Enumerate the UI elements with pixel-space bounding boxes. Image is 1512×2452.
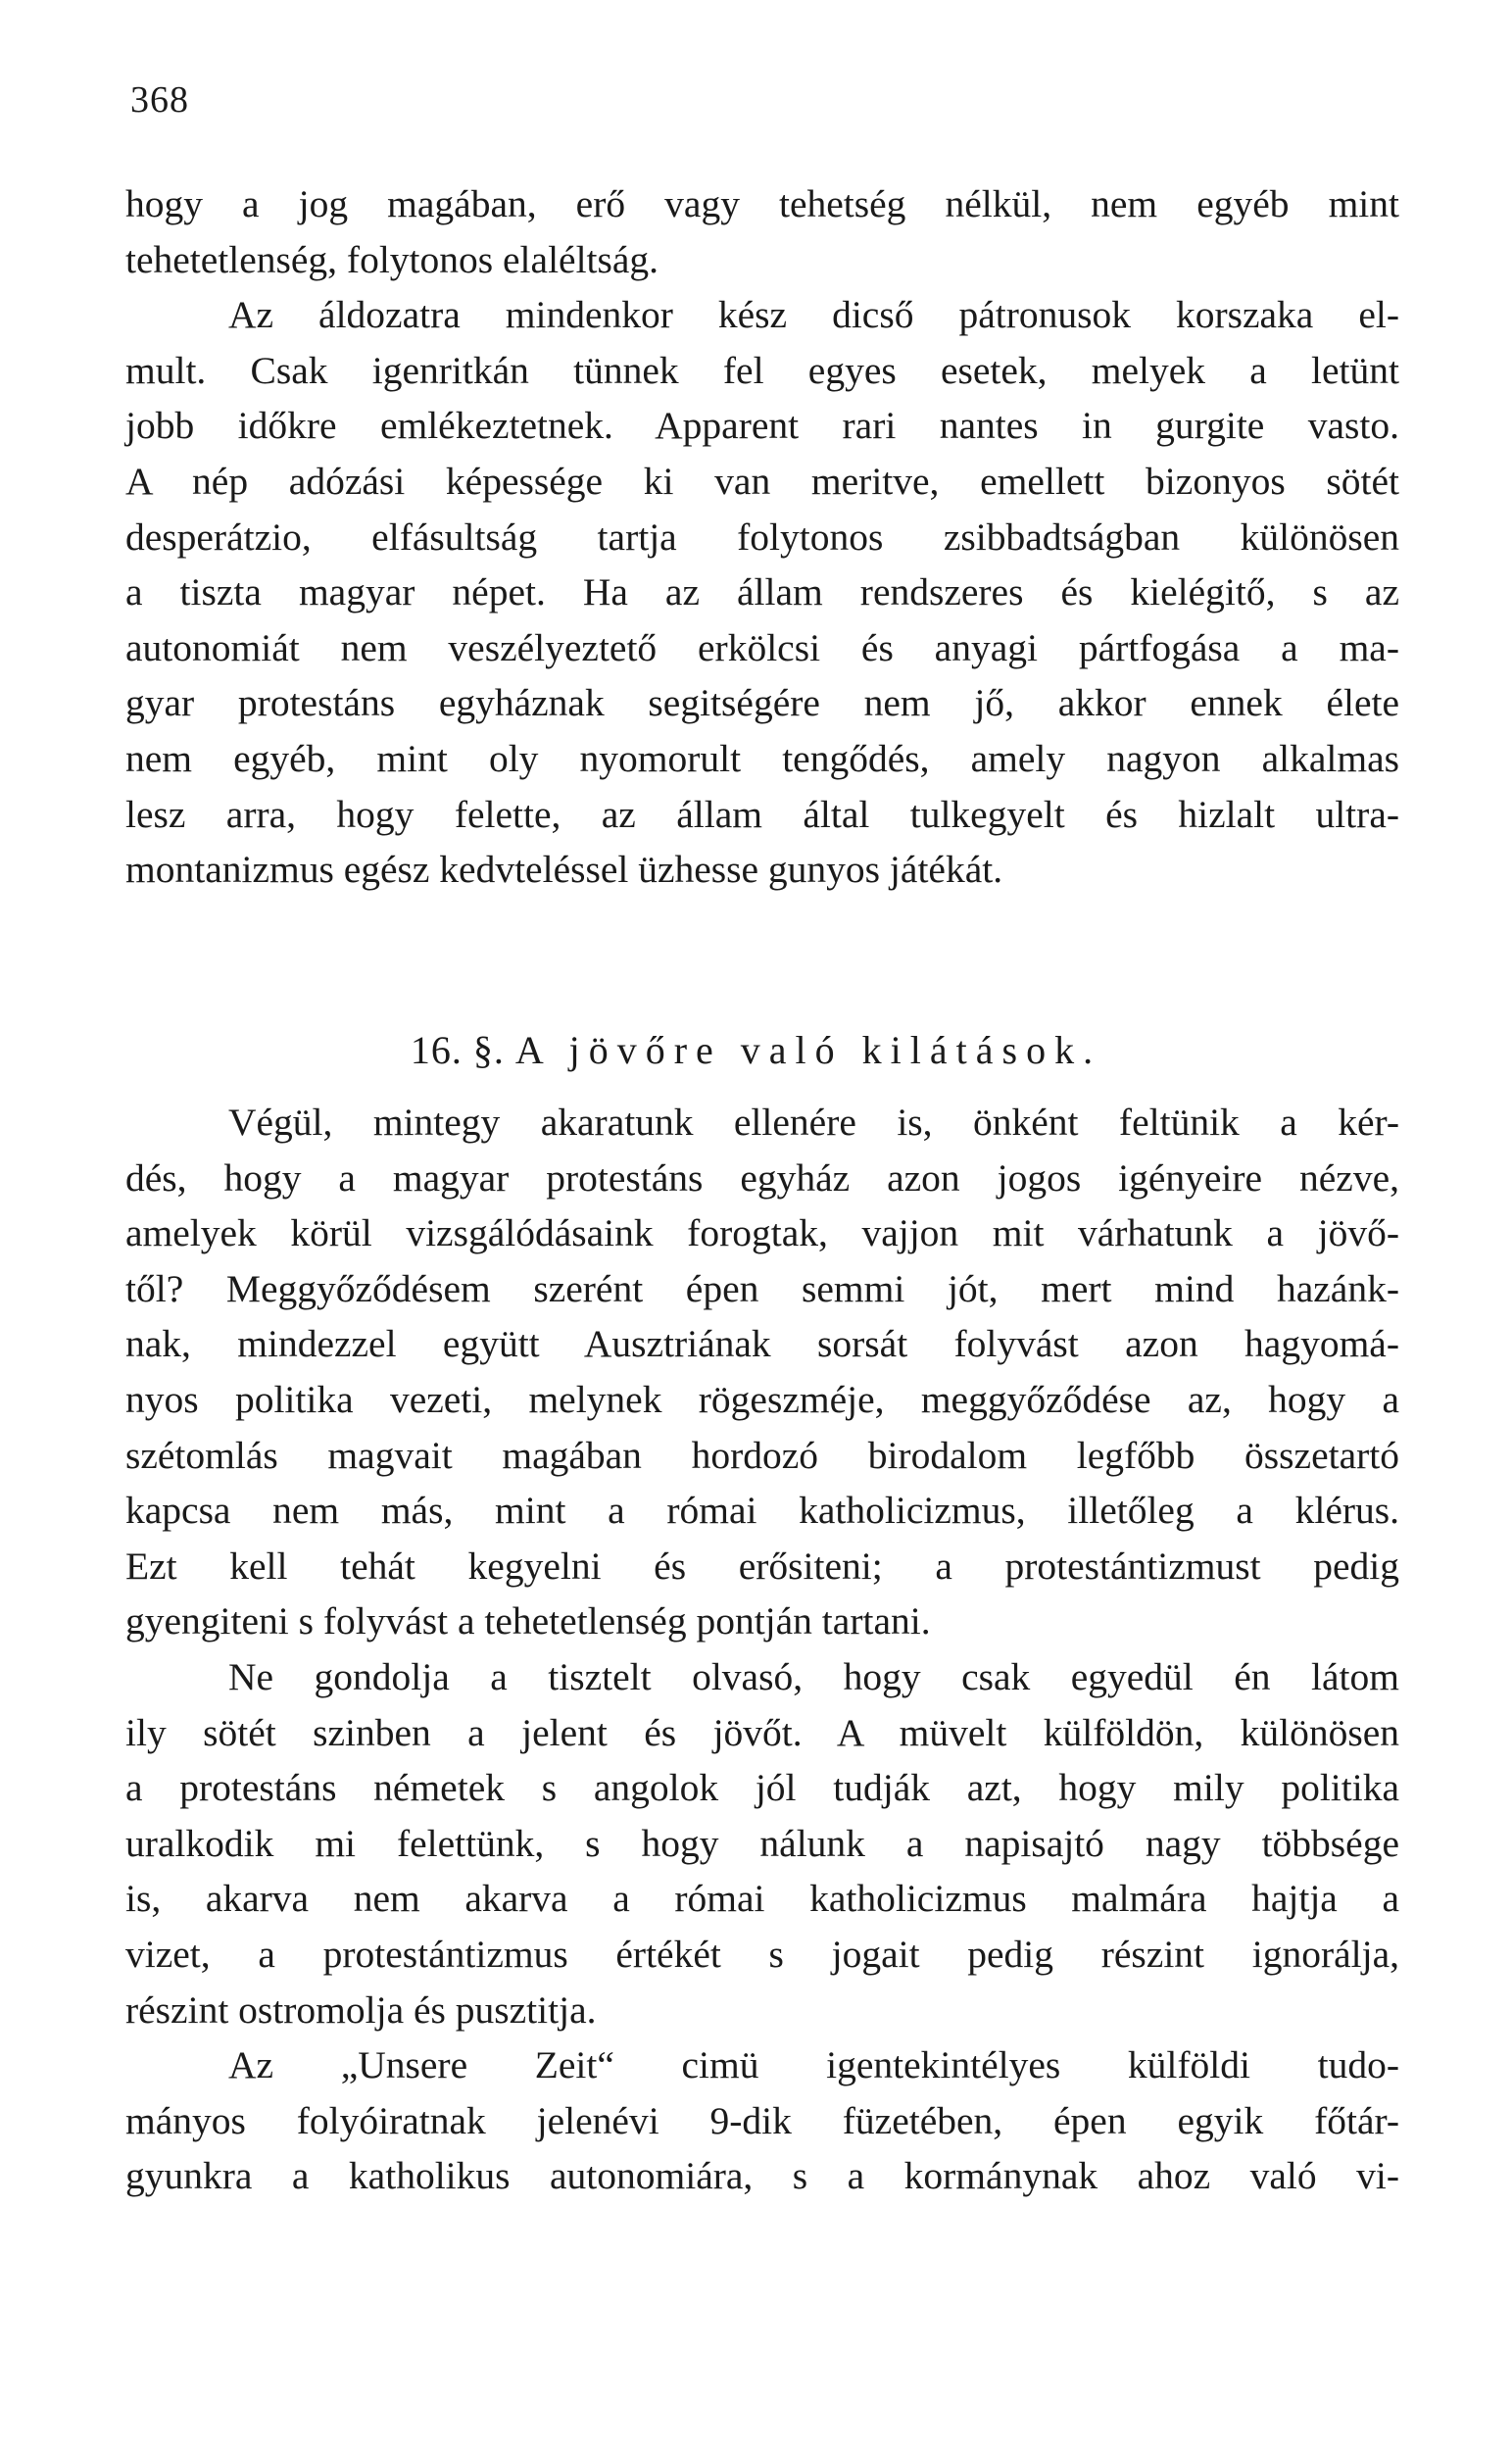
text-line: ily sötét szinben a jelent és jövőt. A müvelt külföldön, különösen [125, 1710, 1399, 1754]
text-line: Végül, mintegy akaratunk ellenére is, önként feltünik a kér- [228, 1101, 1399, 1144]
text-line: szétomlás magvait magában hordozó birodalom legfőbb összetartó [125, 1433, 1399, 1477]
text-line: Az „Unsere Zeit“ cimü igentekintélyes külföldi tudo- [228, 2043, 1399, 2087]
text-line: a tiszta magyar népet. Ha az állam rendszeres és kielégitő, s az [125, 570, 1399, 614]
page-number: 368 [130, 79, 189, 121]
text-line: Az áldozatra mindenkor kész dicső pátronusok korszaka el- [228, 293, 1399, 337]
text-line: montanizmus egész kedvteléssel üzhesse gunyos játékát. [125, 848, 1003, 892]
text-line: mányos folyóiratnak jelenévi 9-dik füzetében, épen egyik főtár- [125, 2098, 1399, 2142]
text-line: kapcsa nem más, mint a római katholicizmus, illetőleg a klérus. [125, 1489, 1399, 1533]
text-line: gyar protestáns egyháznak segitségére nem jő, akkor ennek élete [125, 681, 1399, 725]
text-line: lesz arra, hogy felette, az állam által tulkegyelt és hizlalt ultra- [125, 792, 1399, 836]
section-heading [0, 1027, 1512, 1073]
text-line: nak, mindezzel együtt Ausztriának sorsát folyvást azon hagyomá- [125, 1322, 1399, 1366]
text-line: is, akarva nem akarva a római katholicizmus malmára hajtja a [125, 1877, 1399, 1921]
text-line: autonomiát nem veszélyeztető erkölcsi és anyagi pártfogása a ma- [125, 625, 1399, 669]
text-line: mult. Csak igenritkán tünnek fel egyes esetek, melyek a letünt [125, 348, 1399, 392]
text-line: amelyek körül vizsgálódásaink forogtak, vajjon mit várhatunk a jövő- [125, 1211, 1399, 1255]
text-line: tehetetlenség, folytonos elaléltság. [125, 237, 659, 281]
text-line: részint ostromolja és pusztitja. [125, 1987, 597, 2032]
text-line: től? Meggyőződésem szerént épen semmi jót, mert mind hazánk- [125, 1266, 1399, 1310]
text-line: Ne gondolja a tisztelt olvasó, hogy csak egyedül én látom [228, 1654, 1399, 1698]
section-title: A jövőre való kilátások. [514, 1028, 1102, 1072]
text-line: gyengiteni s folyvást a tehetetlenség pontján tartani. [125, 1599, 931, 1643]
text-line: a protestáns németek s angolok jól tudják azt, hogy mily politika [125, 1766, 1399, 1810]
text-line: Ezt kell tehát kegyelni és erősiteni; a protestántizmust pedig [125, 1544, 1399, 1588]
text-line: nem egyéb, mint oly nyomorult tengődés, amely nagyon alkalmas [125, 736, 1399, 780]
paragraph-block-main [125, 1095, 1399, 2204]
text-line: nyos politika vezeti, melynek rögeszméje, meggyőződése az, hogy a [125, 1377, 1399, 1421]
section-number: 16. §. [410, 1028, 505, 1072]
text-line: uralkodik mi felettünk, s hogy nálunk a napisajtó nagy többsége [125, 1821, 1399, 1865]
text-line: A nép adózási képessége ki van meritve, emellett bizonyos sötét [125, 459, 1399, 503]
text-line: desperátzio, elfásultság tartja folytonos zsibbadtságban különösen [125, 515, 1399, 559]
text-line: hogy a jog magában, erő vagy tehetség nélkül, nem egyéb mint [125, 182, 1399, 225]
text-line: dés, hogy a magyar protestáns egyház azon jogos igényeire nézve, [125, 1155, 1399, 1200]
text-line: gyunkra a katholikus autonomiára, s a kormánynak ahoz való vi- [125, 2154, 1399, 2198]
text-line: jobb időkre emlékeztetnek. Apparent rari nantes in gurgite vasto. [125, 404, 1399, 448]
text-line: vizet, a protestántizmus értékét s jogait pedig részint ignorálja, [125, 1932, 1399, 1976]
paragraph-block-top [125, 176, 1399, 898]
